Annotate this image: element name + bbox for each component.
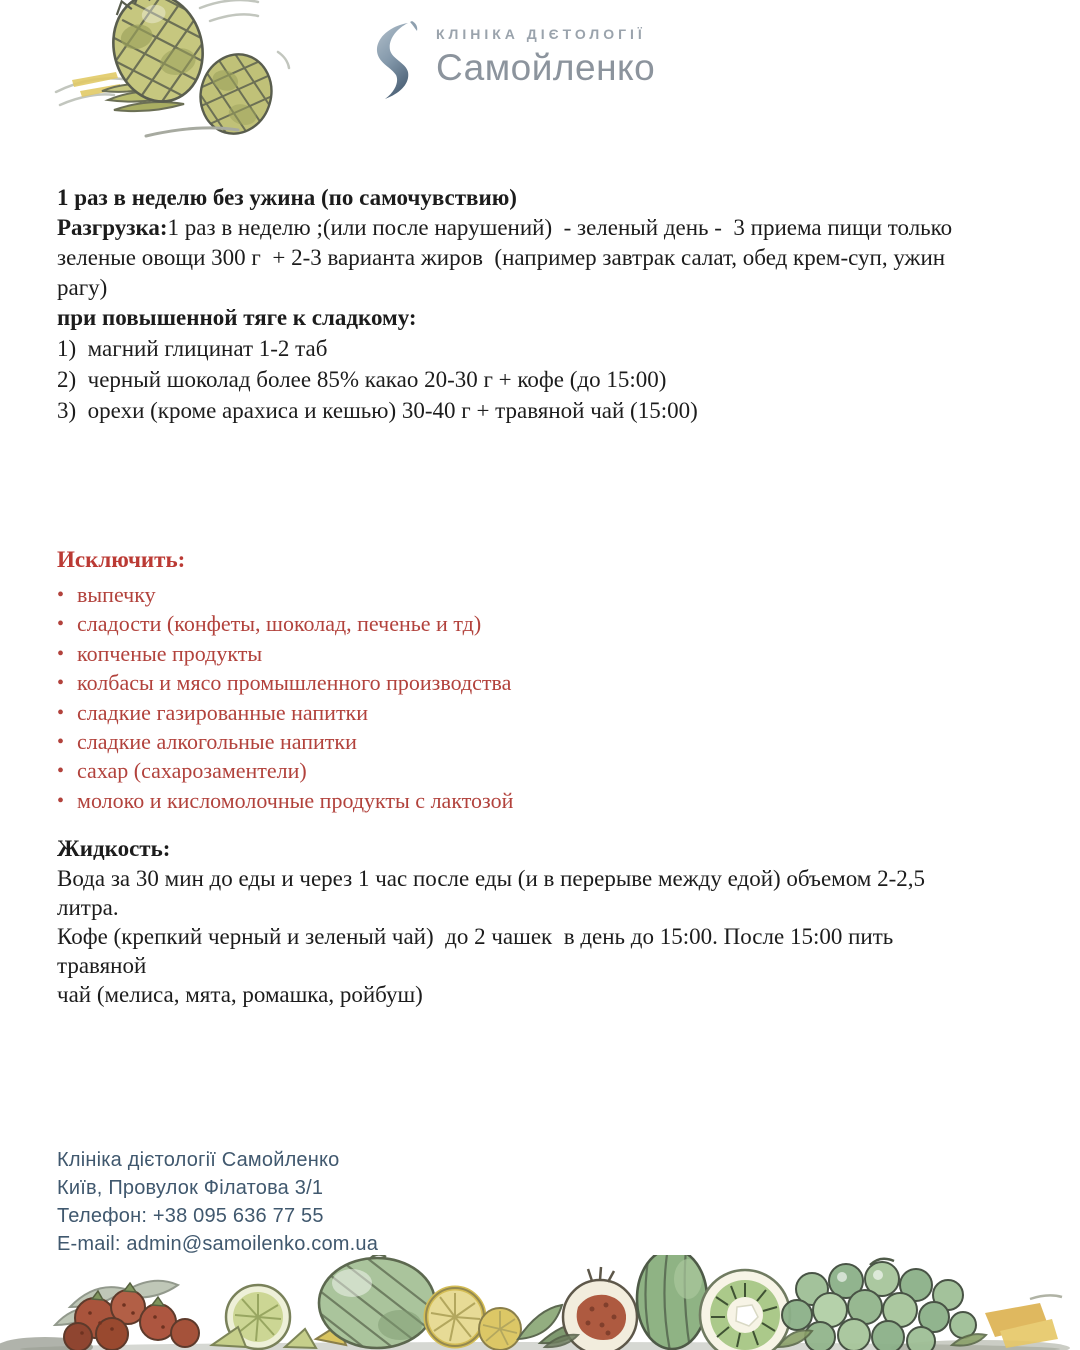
razgruzka-line-2: зеленые овощи 300 г + 2-3 варианта жиров (например завтрак салат, обед крем-суп, ужин <box>57 245 946 270</box>
clinic-logo <box>368 18 655 100</box>
fruit-border-illustration <box>0 1255 1080 1350</box>
exclude-section <box>57 547 513 816</box>
sweet-item-2: 2) черный шоколад более 85% какао 20-30 г + кофе (до 15:00) <box>57 367 667 392</box>
exclude-item: • копченые продукты <box>57 640 513 669</box>
razgruzka-line-3: рагу) <box>57 275 108 300</box>
footer-email: E-mail: admin@samoilenko.com.ua <box>57 1233 379 1255</box>
water-line-1: Вода за 30 мин до еды и через 1 час после еды (и в перерыве между едой) объемом 2-2,5 <box>57 866 925 891</box>
main-content <box>57 183 967 426</box>
coffee-line-1: Кофе (крепкий черный и зеленый чай) до 2 чашек в день до 15:00. После 15:00 пить травяной <box>57 924 900 978</box>
sweet-cravings-list <box>57 333 967 426</box>
footer-contacts <box>57 1146 378 1258</box>
liquid-heading: Жидкость: <box>57 836 171 861</box>
footer-clinic-name: Клініка дієтології Самойленко <box>57 1149 340 1171</box>
liquid-section <box>57 834 977 1009</box>
exclude-item: • сахар (сахарозаментели) <box>57 757 513 786</box>
heading-no-dinner: 1 раз в неделю без ужина (по самочувствию) <box>57 185 517 210</box>
exclude-item: • сладкие газированные напитки <box>57 699 513 728</box>
razgruzka-label: Разгрузка: <box>57 215 168 240</box>
exclude-item: • молоко и кисломолочные продукты с лактозой <box>57 787 513 816</box>
exclude-item: • сладости (конфеты, шоколад, печенье и тд) <box>57 610 513 639</box>
razgruzka-line-1: Разгрузка:1 раз в неделю ;(или после нарушений) - зеленый день - 3 приема пищи только <box>57 215 953 240</box>
heading-sweet-cravings: при повышенной тяге к сладкому: <box>57 305 417 330</box>
exclude-item: • колбасы и мясо промышленного производства <box>57 669 513 698</box>
sweet-item-1: 1) магний глицинат 1-2 таб <box>57 336 328 361</box>
logo-clinic-name: Самойленко <box>436 47 656 88</box>
coffee-line-2: чай (мелиса, мята, ромашка, ройбуш) <box>57 982 423 1007</box>
exclude-item: • сладкие алкогольные напитки <box>57 728 513 757</box>
sweet-item-3: 3) орехи (кроме арахиса и кешью) 30-40 г + травяной чай (15:00) <box>57 398 698 423</box>
exclude-heading: Исключить: <box>57 547 186 572</box>
artichoke-illustration <box>50 0 292 144</box>
logo-s-icon <box>368 20 422 100</box>
water-line-2: литра. <box>57 895 119 920</box>
footer-address: Київ, Провулок Філатова 3/1 <box>57 1177 324 1199</box>
exclude-list <box>57 581 513 816</box>
footer-phone: Телефон: +38 095 636 77 55 <box>57 1205 324 1227</box>
logo-clinic-type: КЛІНІКА ДІЄТОЛОГІЇ <box>436 26 646 42</box>
exclude-item: • выпечку <box>57 581 513 610</box>
